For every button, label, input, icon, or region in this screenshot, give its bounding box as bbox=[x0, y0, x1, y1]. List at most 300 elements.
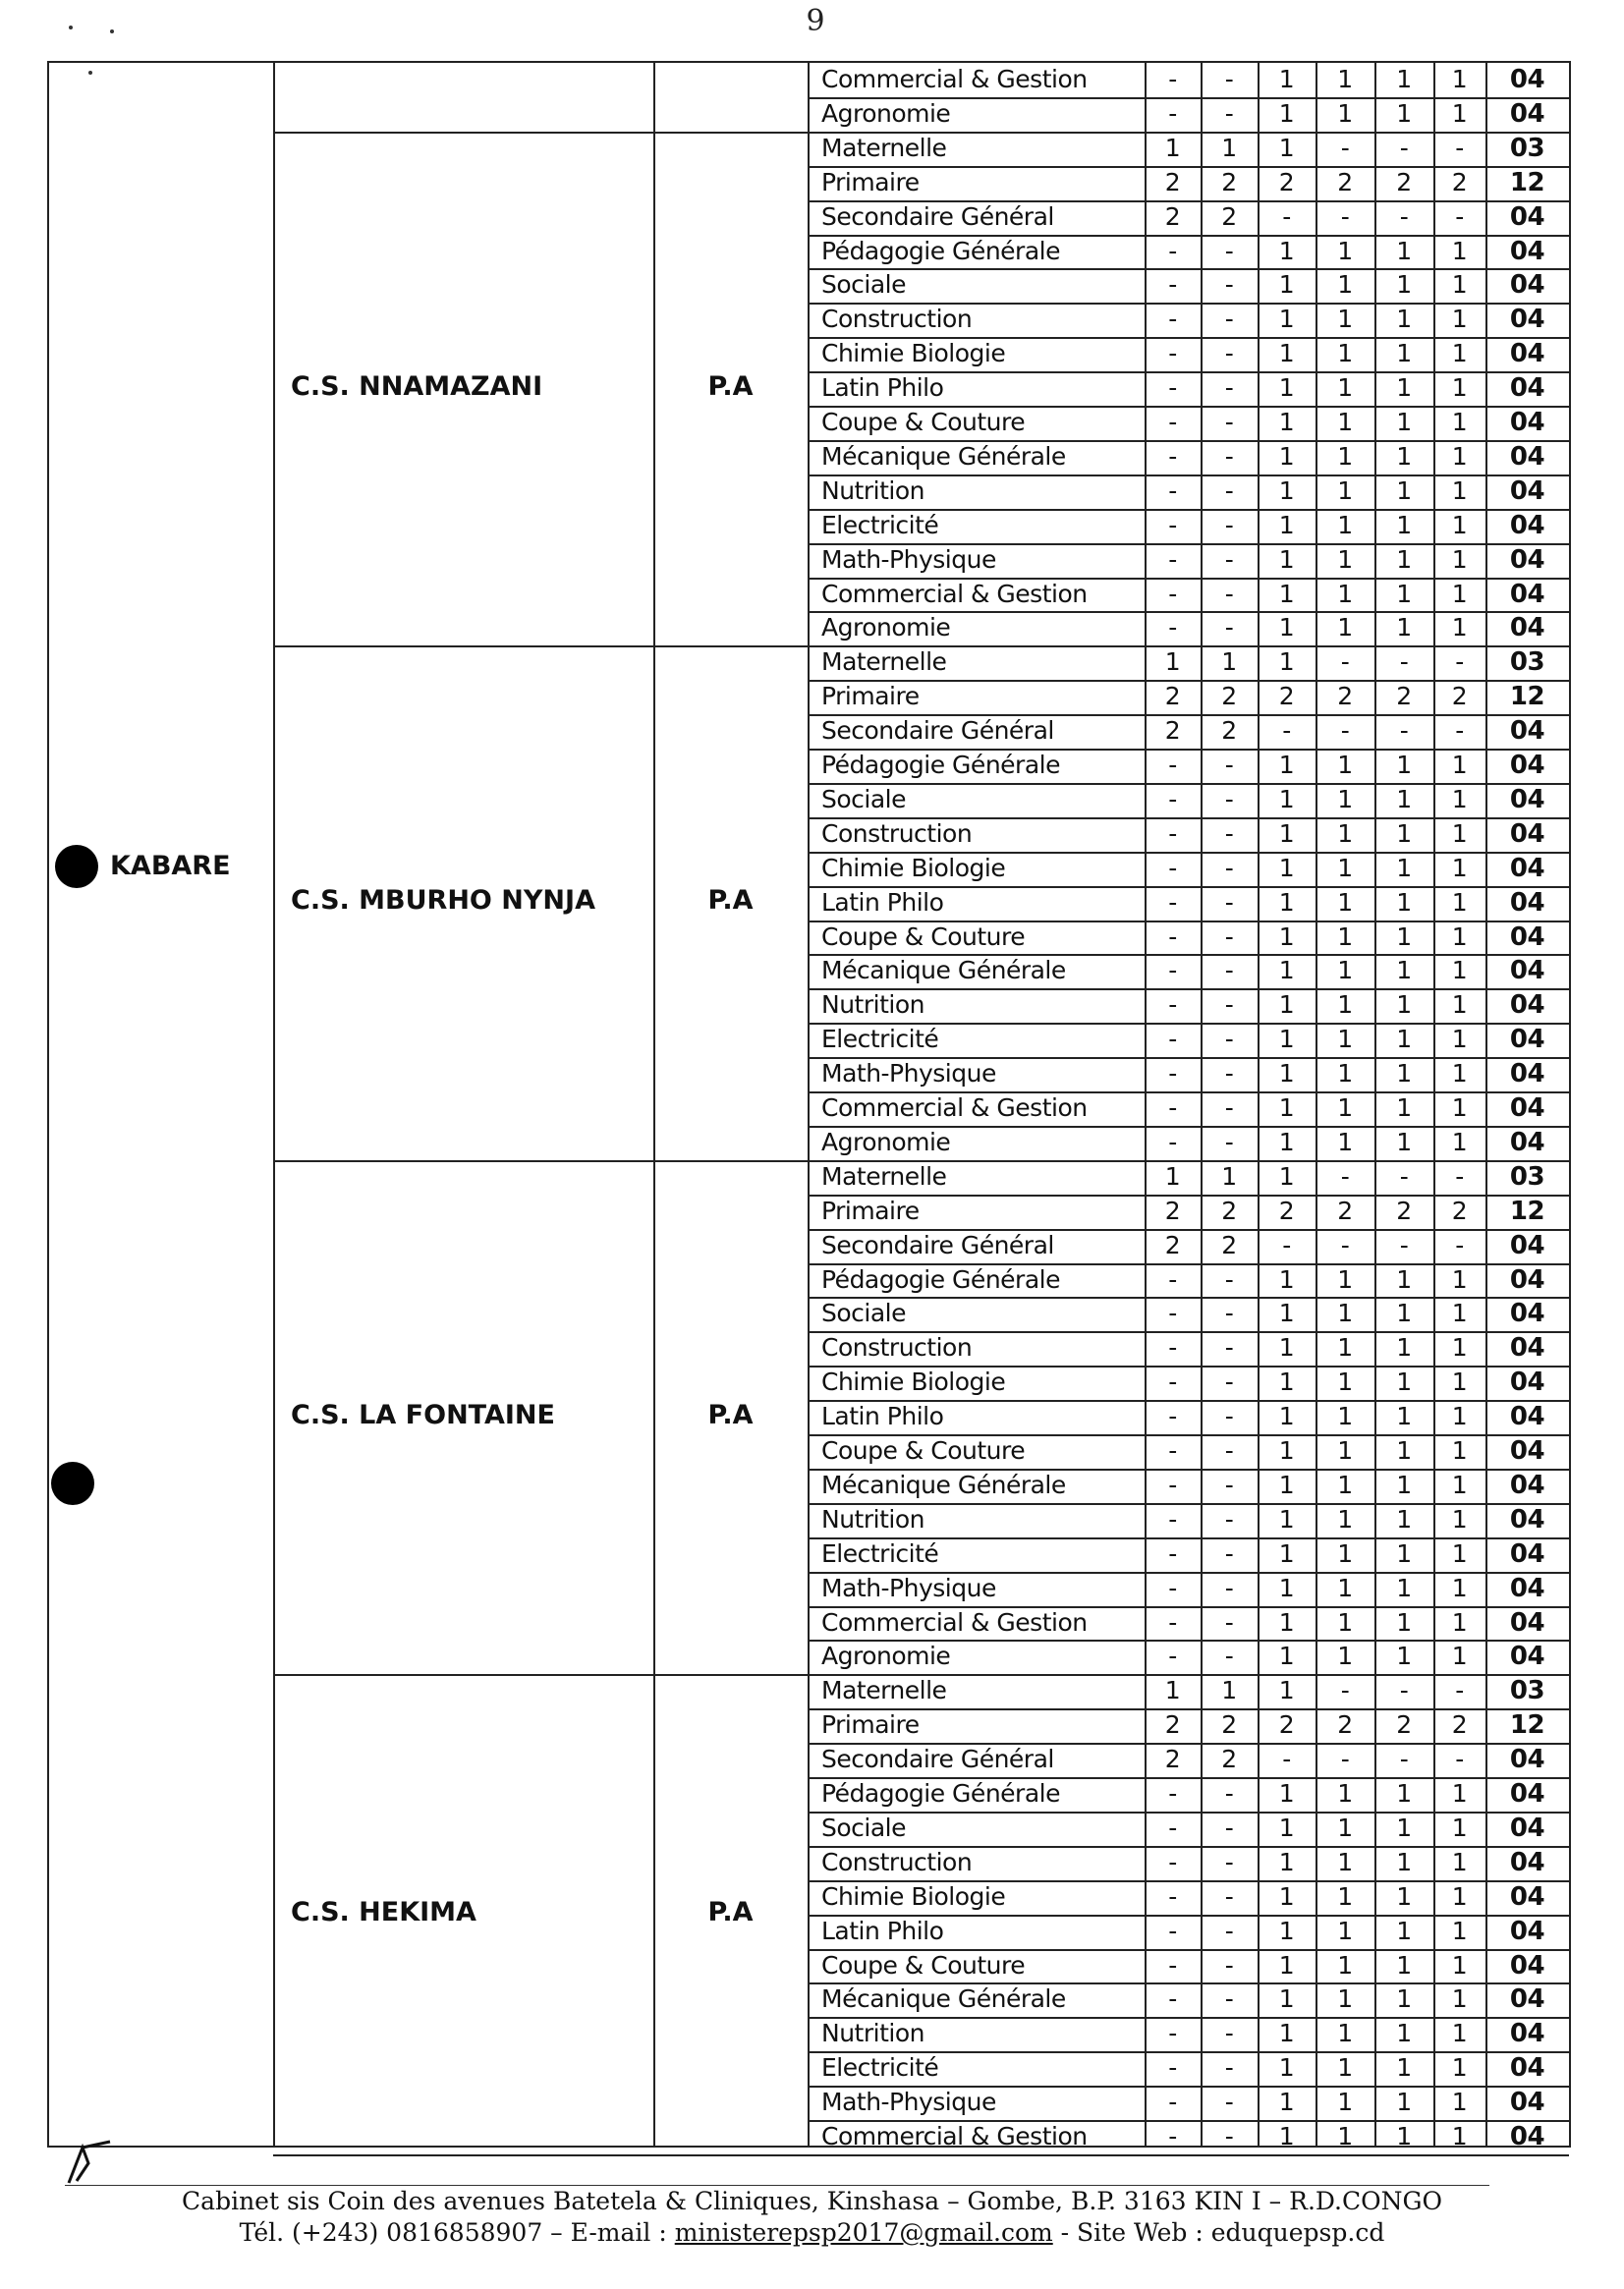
grade-count-cell: 1 bbox=[1396, 1402, 1412, 1431]
grade-count-cell: 2 bbox=[1396, 1710, 1412, 1740]
option-label: Construction bbox=[821, 305, 973, 334]
grade-count-cell: 1 bbox=[1396, 1984, 1412, 2014]
grade-count-cell: - bbox=[1399, 1745, 1409, 1774]
grade-count-cell: 1 bbox=[1451, 339, 1468, 368]
grade-count-cell: 1 bbox=[1451, 1093, 1468, 1122]
grade-count-cell: 1 bbox=[1337, 1881, 1353, 1911]
grade-count-cell: 1 bbox=[1451, 1813, 1468, 1842]
grade-count-cell: 1 bbox=[1337, 441, 1353, 471]
grade-count-cell: 1 bbox=[1396, 544, 1412, 574]
grade-count-cell: 1 bbox=[1337, 1538, 1353, 1568]
option-label: Chimie Biologie bbox=[821, 853, 1006, 882]
grade-count-cell: - bbox=[1224, 1779, 1234, 1808]
grade-count-cell: 1 bbox=[1278, 1676, 1295, 1705]
option-label: Chimie Biologie bbox=[821, 339, 1006, 368]
grade-count-cell: 2 bbox=[1451, 1710, 1468, 1740]
grade-count-cell: - bbox=[1224, 990, 1234, 1020]
grade-count-cell: - bbox=[1224, 1813, 1234, 1842]
grade-count-cell: 1 bbox=[1396, 305, 1412, 334]
row-total-cell: 04 bbox=[1509, 1402, 1545, 1432]
school-name: C.S. MBURHO NYNJA bbox=[291, 885, 595, 917]
grade-count-cell: 1 bbox=[1396, 1025, 1412, 1054]
row-total-cell: 04 bbox=[1509, 305, 1545, 335]
grade-count-cell: 1 bbox=[1396, 441, 1412, 471]
grade-count-cell: 1 bbox=[1396, 1642, 1412, 1671]
grade-count-cell: 1 bbox=[1396, 1127, 1412, 1156]
grade-count-cell: 1 bbox=[1396, 1538, 1412, 1568]
option-label: Electricité bbox=[821, 1025, 939, 1054]
grade-count-cell: 1 bbox=[1451, 1368, 1468, 1397]
grade-count-cell: 1 bbox=[1337, 1847, 1353, 1876]
grade-count-cell: 1 bbox=[1451, 990, 1468, 1020]
grade-count-cell: - bbox=[1224, 2122, 1234, 2150]
grade-count-cell: 1 bbox=[1451, 1538, 1468, 1568]
grade-count-cell: - bbox=[1399, 1230, 1409, 1259]
row-total-cell: 04 bbox=[1509, 475, 1545, 506]
grade-count-cell: - bbox=[1224, 818, 1234, 848]
grade-count-cell: - bbox=[1340, 201, 1350, 231]
grade-count-cell: 1 bbox=[1396, 853, 1412, 882]
row-total-cell: 04 bbox=[1509, 1642, 1545, 1672]
grade-count-cell: 1 bbox=[1278, 921, 1295, 951]
grade-count-cell: 1 bbox=[1396, 1573, 1412, 1602]
grade-count-cell: - bbox=[1168, 1607, 1177, 1637]
option-label: Primaire bbox=[821, 167, 920, 196]
option-label: Maternelle bbox=[821, 133, 947, 162]
row-total-cell: 04 bbox=[1509, 1745, 1545, 1775]
grade-count-cell: 1 bbox=[1278, 647, 1295, 677]
grade-count-cell: 1 bbox=[1337, 1059, 1353, 1089]
grade-count-cell: 1 bbox=[1396, 921, 1412, 951]
grade-count-cell: 1 bbox=[1278, 1402, 1295, 1431]
grade-count-cell: - bbox=[1168, 818, 1177, 848]
grade-count-cell: 2 bbox=[1278, 682, 1295, 711]
grade-count-cell: - bbox=[1455, 133, 1464, 162]
grade-count-cell: - bbox=[1224, 408, 1234, 436]
grade-count-cell: - bbox=[1168, 2019, 1177, 2048]
school-type: P.A bbox=[707, 1399, 754, 1430]
grade-count-cell: - bbox=[1282, 1230, 1291, 1259]
school-type: P.A bbox=[707, 885, 754, 917]
option-label: Agronomie bbox=[821, 1642, 951, 1671]
grade-count-cell: 1 bbox=[1278, 236, 1295, 265]
option-label: Secondaire Général bbox=[821, 201, 1054, 231]
option-label: Maternelle bbox=[821, 647, 947, 677]
grade-count-cell: 1 bbox=[1451, 784, 1468, 813]
grade-count-cell: - bbox=[1224, 2088, 1234, 2117]
row-total-cell: 12 bbox=[1509, 1710, 1545, 1741]
grade-count-cell: 1 bbox=[1278, 1059, 1295, 1089]
grade-count-cell: 1 bbox=[1278, 1161, 1295, 1191]
grade-count-cell: 1 bbox=[1451, 921, 1468, 951]
grade-count-cell: - bbox=[1224, 1607, 1234, 1637]
grade-count-cell: 1 bbox=[1337, 544, 1353, 574]
row-total-cell: 04 bbox=[1509, 1059, 1545, 1089]
grade-count-cell: 1 bbox=[1451, 751, 1468, 779]
grade-count-cell: 1 bbox=[1396, 1436, 1412, 1465]
row-total-cell: 04 bbox=[1509, 784, 1545, 814]
grade-count-cell: 1 bbox=[1278, 65, 1295, 93]
grade-count-cell: - bbox=[1224, 1299, 1234, 1328]
grade-count-cell: 1 bbox=[1337, 65, 1353, 93]
grade-count-cell: 1 bbox=[1451, 236, 1468, 265]
row-total-cell: 04 bbox=[1509, 1607, 1545, 1638]
school-name: C.S. LA FONTAINE bbox=[291, 1399, 555, 1430]
grade-count-cell: - bbox=[1168, 1470, 1177, 1499]
grade-count-cell: - bbox=[1168, 1059, 1177, 1089]
signature-mark bbox=[63, 2138, 122, 2187]
grade-count-cell: 1 bbox=[1337, 1093, 1353, 1122]
grade-count-cell: - bbox=[1224, 1573, 1234, 1602]
grade-count-cell: - bbox=[1224, 751, 1234, 779]
grade-count-cell: 1 bbox=[1278, 751, 1295, 779]
grade-count-cell: - bbox=[1340, 133, 1350, 162]
grade-count-cell: 1 bbox=[1278, 2088, 1295, 2117]
option-label: Commercial & Gestion bbox=[821, 579, 1088, 608]
grade-count-cell: - bbox=[1224, 270, 1234, 300]
grade-count-cell: 2 bbox=[1164, 201, 1181, 231]
grade-count-cell: 2 bbox=[1278, 167, 1295, 196]
grade-count-cell: - bbox=[1168, 613, 1177, 642]
option-label: Agronomie bbox=[821, 98, 951, 128]
row-total-cell: 04 bbox=[1509, 373, 1545, 404]
row-total-cell: 04 bbox=[1509, 990, 1545, 1021]
grade-count-cell: 1 bbox=[1337, 818, 1353, 848]
grade-count-cell: 1 bbox=[1278, 1127, 1295, 1156]
grade-count-cell: 1 bbox=[1451, 1504, 1468, 1534]
grade-count-cell: 1 bbox=[1278, 613, 1295, 642]
row-total-cell: 04 bbox=[1509, 1230, 1545, 1260]
grade-count-cell: 1 bbox=[1337, 2122, 1353, 2150]
option-label: Primaire bbox=[821, 682, 920, 711]
row-total-cell: 04 bbox=[1509, 236, 1545, 266]
grade-count-cell: - bbox=[1399, 201, 1409, 231]
grade-count-cell: 1 bbox=[1337, 921, 1353, 951]
row-total-cell: 04 bbox=[1509, 1573, 1545, 1603]
option-label: Construction bbox=[821, 1847, 973, 1876]
grade-count-cell: - bbox=[1168, 475, 1177, 505]
option-label: Coupe & Couture bbox=[821, 1950, 1026, 1980]
grade-count-cell: 1 bbox=[1396, 1368, 1412, 1397]
grade-count-cell: 2 bbox=[1221, 716, 1237, 746]
scan-speck bbox=[69, 26, 73, 29]
row-divider bbox=[273, 1674, 808, 1676]
grade-count-cell: 1 bbox=[1278, 579, 1295, 608]
grade-count-cell: - bbox=[1168, 1333, 1177, 1363]
grade-count-cell: 1 bbox=[1396, 1504, 1412, 1534]
grade-count-cell: 1 bbox=[1396, 613, 1412, 642]
row-total-cell: 04 bbox=[1509, 408, 1545, 437]
grade-count-cell: 2 bbox=[1221, 1710, 1237, 1740]
grade-count-cell: - bbox=[1455, 1745, 1464, 1774]
option-label: Latin Philo bbox=[821, 1916, 944, 1945]
grade-count-cell: 1 bbox=[1337, 956, 1353, 985]
row-total-cell: 04 bbox=[1509, 65, 1545, 94]
grade-count-cell: 1 bbox=[1396, 1916, 1412, 1945]
grade-count-cell: 1 bbox=[1337, 408, 1353, 436]
grade-count-cell: - bbox=[1224, 2053, 1234, 2083]
grade-count-cell: 1 bbox=[1337, 613, 1353, 642]
row-total-cell: 04 bbox=[1509, 1093, 1545, 1123]
grade-count-cell: - bbox=[1224, 2019, 1234, 2048]
row-total-cell: 04 bbox=[1509, 201, 1545, 232]
grade-count-cell: 1 bbox=[1396, 1093, 1412, 1122]
option-label: Electricité bbox=[821, 510, 939, 539]
grade-count-cell: - bbox=[1168, 751, 1177, 779]
footer-phone: Tél. (+243) 0816858907 – E-mail : bbox=[239, 2218, 675, 2247]
option-label: Secondaire Général bbox=[821, 1230, 1054, 1259]
column-divider bbox=[808, 61, 810, 2148]
grade-count-cell: - bbox=[1224, 65, 1234, 93]
grade-count-cell: - bbox=[1224, 475, 1234, 505]
option-label: Electricité bbox=[821, 2053, 939, 2083]
grade-count-cell: 1 bbox=[1451, 544, 1468, 574]
grade-count-cell: 1 bbox=[1451, 373, 1468, 403]
option-label: Chimie Biologie bbox=[821, 1368, 1006, 1397]
grade-count-cell: 2 bbox=[1221, 1196, 1237, 1225]
grade-count-cell: - bbox=[1168, 510, 1177, 539]
row-divider bbox=[808, 2154, 1569, 2156]
grade-count-cell: 1 bbox=[1278, 1847, 1295, 1876]
grade-count-cell: 1 bbox=[1337, 784, 1353, 813]
row-total-cell: 04 bbox=[1509, 510, 1545, 540]
grade-count-cell: 1 bbox=[1278, 956, 1295, 985]
grade-count-cell: - bbox=[1455, 647, 1464, 677]
grade-count-cell: 1 bbox=[1337, 1127, 1353, 1156]
grade-count-cell: - bbox=[1168, 441, 1177, 471]
grade-count-cell: 1 bbox=[1451, 1881, 1468, 1911]
grade-count-cell: 1 bbox=[1278, 133, 1295, 162]
grade-count-cell: - bbox=[1455, 1161, 1464, 1191]
grade-count-cell: 1 bbox=[1396, 1470, 1412, 1499]
row-total-cell: 03 bbox=[1509, 1161, 1545, 1192]
grade-count-cell: 1 bbox=[1451, 1984, 1468, 2014]
grade-count-cell: 1 bbox=[1337, 1607, 1353, 1637]
option-label: Pédagogie Générale bbox=[821, 1264, 1060, 1294]
grade-count-cell: 1 bbox=[1396, 1299, 1412, 1328]
option-label: Agronomie bbox=[821, 1127, 951, 1156]
grade-count-cell: - bbox=[1168, 1916, 1177, 1945]
grade-count-cell: - bbox=[1224, 1436, 1234, 1465]
option-label: Primaire bbox=[821, 1196, 920, 1225]
grade-count-cell: - bbox=[1168, 1264, 1177, 1294]
row-total-cell: 04 bbox=[1509, 1779, 1545, 1809]
grade-count-cell: - bbox=[1168, 305, 1177, 334]
grade-count-cell: 1 bbox=[1451, 408, 1468, 436]
grade-count-cell: - bbox=[1224, 544, 1234, 574]
grade-count-cell: - bbox=[1168, 1642, 1177, 1671]
grade-count-cell: 1 bbox=[1278, 2053, 1295, 2083]
option-label: Sociale bbox=[821, 1813, 907, 1842]
grade-count-cell: 1 bbox=[1451, 1059, 1468, 1089]
row-total-cell: 04 bbox=[1509, 1299, 1545, 1329]
option-label: Commercial & Gestion bbox=[821, 1093, 1088, 1122]
row-total-cell: 03 bbox=[1509, 133, 1545, 163]
grade-count-cell: - bbox=[1224, 887, 1234, 917]
option-label: Pédagogie Générale bbox=[821, 236, 1060, 265]
option-label: Mécanique Générale bbox=[821, 1470, 1066, 1499]
grade-count-cell: 1 bbox=[1337, 1436, 1353, 1465]
grade-count-cell: 1 bbox=[1278, 1299, 1295, 1328]
grade-count-cell: - bbox=[1168, 853, 1177, 882]
grade-count-cell: 2 bbox=[1337, 1196, 1353, 1225]
row-total-cell: 04 bbox=[1509, 270, 1545, 301]
row-total-cell: 04 bbox=[1509, 1470, 1545, 1500]
grade-count-cell: - bbox=[1455, 1676, 1464, 1705]
grade-count-cell: 1 bbox=[1451, 1607, 1468, 1637]
punch-hole-icon bbox=[51, 1462, 94, 1505]
grade-count-cell: - bbox=[1168, 956, 1177, 985]
grade-count-cell: - bbox=[1224, 1093, 1234, 1122]
option-label: Construction bbox=[821, 818, 973, 848]
grade-count-cell: 1 bbox=[1337, 2053, 1353, 2083]
option-label: Agronomie bbox=[821, 613, 951, 642]
grade-count-cell: 1 bbox=[1278, 1984, 1295, 2014]
grade-count-cell: 1 bbox=[1396, 408, 1412, 436]
grade-count-cell: - bbox=[1224, 1025, 1234, 1054]
grade-count-cell: 1 bbox=[1451, 1916, 1468, 1945]
grade-count-cell: - bbox=[1168, 1504, 1177, 1534]
grade-count-cell: 1 bbox=[1278, 2122, 1295, 2150]
grade-count-cell: - bbox=[1168, 98, 1177, 128]
grade-count-cell: 1 bbox=[1337, 751, 1353, 779]
option-label: Latin Philo bbox=[821, 887, 944, 917]
grade-count-cell: - bbox=[1168, 1093, 1177, 1122]
grade-count-cell: 1 bbox=[1278, 98, 1295, 128]
row-total-cell: 04 bbox=[1509, 613, 1545, 643]
grade-count-cell: - bbox=[1282, 1745, 1291, 1774]
option-label: Coupe & Couture bbox=[821, 1436, 1026, 1465]
grade-count-cell: 2 bbox=[1451, 1196, 1468, 1225]
grade-count-cell: - bbox=[1224, 1847, 1234, 1876]
grade-count-cell: 1 bbox=[1451, 1470, 1468, 1499]
grade-count-cell: - bbox=[1224, 236, 1234, 265]
grade-count-cell: - bbox=[1168, 339, 1177, 368]
grade-count-cell: 1 bbox=[1451, 2053, 1468, 2083]
grade-count-cell: - bbox=[1168, 2053, 1177, 2083]
grade-count-cell: 2 bbox=[1164, 1710, 1181, 1740]
grade-count-cell: 1 bbox=[1164, 1161, 1181, 1191]
row-total-cell: 04 bbox=[1509, 1813, 1545, 1843]
grade-count-cell: 2 bbox=[1221, 682, 1237, 711]
option-label: Math-Physique bbox=[821, 1059, 996, 1089]
grade-count-cell: 1 bbox=[1337, 1642, 1353, 1671]
grade-count-cell: 1 bbox=[1164, 647, 1181, 677]
footer-divider bbox=[65, 2185, 1489, 2186]
grade-count-cell: 1 bbox=[1278, 1436, 1295, 1465]
grade-count-cell: 1 bbox=[1396, 1607, 1412, 1637]
row-total-cell: 04 bbox=[1509, 1436, 1545, 1466]
grade-count-cell: 2 bbox=[1164, 682, 1181, 711]
grade-count-cell: 2 bbox=[1164, 1745, 1181, 1774]
grade-count-cell: 1 bbox=[1278, 1573, 1295, 1602]
row-total-cell: 04 bbox=[1509, 921, 1545, 952]
grade-count-cell: 1 bbox=[1278, 818, 1295, 848]
option-label: Maternelle bbox=[821, 1161, 947, 1191]
grade-count-cell: 1 bbox=[1451, 1264, 1468, 1294]
footer-email[interactable]: ministerepsp2017@gmail.com bbox=[674, 2218, 1053, 2247]
grade-count-cell: 2 bbox=[1164, 1230, 1181, 1259]
grade-count-cell: - bbox=[1399, 133, 1409, 162]
school-type: P.A bbox=[707, 370, 754, 402]
grade-count-cell: 1 bbox=[1337, 475, 1353, 505]
row-total-cell: 04 bbox=[1509, 2019, 1545, 2049]
grade-count-cell: - bbox=[1340, 1745, 1350, 1774]
grade-count-cell: 1 bbox=[1451, 1299, 1468, 1328]
row-total-cell: 04 bbox=[1509, 1984, 1545, 2015]
grade-count-cell: 1 bbox=[1451, 1436, 1468, 1465]
grade-count-cell: - bbox=[1168, 1402, 1177, 1431]
grade-count-cell: 1 bbox=[1337, 373, 1353, 403]
grade-count-cell: - bbox=[1282, 201, 1291, 231]
grade-count-cell: 2 bbox=[1221, 1230, 1237, 1259]
grade-count-cell: 1 bbox=[1451, 1402, 1468, 1431]
grade-count-cell: 2 bbox=[1396, 682, 1412, 711]
grade-count-cell: - bbox=[1168, 1813, 1177, 1842]
grade-count-cell: 1 bbox=[1278, 1093, 1295, 1122]
grade-count-cell: - bbox=[1224, 305, 1234, 334]
grade-count-cell: 1 bbox=[1221, 647, 1237, 677]
grade-count-cell: 2 bbox=[1337, 167, 1353, 196]
row-total-cell: 04 bbox=[1509, 716, 1545, 747]
grade-count-cell: 1 bbox=[1396, 579, 1412, 608]
option-label: Primaire bbox=[821, 1710, 920, 1740]
footer-address: Cabinet sis Coin des avenues Batetela & Cliniques, Kinshasa – Gombe, B.P. 3163 KIN I – R.D.CONGO bbox=[182, 2187, 1442, 2215]
grade-count-cell: - bbox=[1224, 1127, 1234, 1156]
grade-count-cell: 1 bbox=[1337, 2088, 1353, 2117]
grade-count-cell: 1 bbox=[1278, 1264, 1295, 1294]
grade-count-cell: - bbox=[1224, 613, 1234, 642]
grade-count-cell: 1 bbox=[1278, 373, 1295, 403]
grade-count-cell: 2 bbox=[1221, 201, 1237, 231]
grade-count-cell: 1 bbox=[1451, 2088, 1468, 2117]
grade-count-cell: 1 bbox=[1451, 1950, 1468, 1980]
grade-count-cell: - bbox=[1224, 1264, 1234, 1294]
grade-count-cell: - bbox=[1224, 1984, 1234, 2014]
grade-count-cell: 1 bbox=[1337, 1813, 1353, 1842]
grade-count-cell: - bbox=[1168, 1299, 1177, 1328]
option-label: Commercial & Gestion bbox=[821, 2122, 1088, 2150]
grade-count-cell: 2 bbox=[1451, 167, 1468, 196]
grade-count-cell: 1 bbox=[1221, 1161, 1237, 1191]
grade-count-cell: - bbox=[1224, 1950, 1234, 1980]
grade-count-cell: - bbox=[1224, 1538, 1234, 1568]
row-total-cell: 03 bbox=[1509, 1676, 1545, 1706]
grade-count-cell: 1 bbox=[1451, 2122, 1468, 2150]
grade-count-cell: 1 bbox=[1337, 1573, 1353, 1602]
grade-count-cell: 1 bbox=[1337, 1333, 1353, 1363]
grade-count-cell: 1 bbox=[1396, 1333, 1412, 1363]
grade-count-cell: - bbox=[1168, 544, 1177, 574]
grade-count-cell: 1 bbox=[1451, 1333, 1468, 1363]
grade-count-cell: - bbox=[1168, 1573, 1177, 1602]
grade-count-cell: - bbox=[1168, 1779, 1177, 1808]
grade-count-cell: - bbox=[1168, 921, 1177, 951]
grade-count-cell: 1 bbox=[1278, 784, 1295, 813]
grade-count-cell: 1 bbox=[1278, 853, 1295, 882]
grade-count-cell: - bbox=[1224, 956, 1234, 985]
grade-count-cell: 2 bbox=[1164, 716, 1181, 746]
row-total-cell: 04 bbox=[1509, 2053, 1545, 2084]
row-total-cell: 12 bbox=[1509, 167, 1545, 197]
grade-count-cell: - bbox=[1168, 784, 1177, 813]
grade-count-cell: - bbox=[1340, 1161, 1350, 1191]
grade-count-cell: - bbox=[1455, 1230, 1464, 1259]
grade-count-cell: 1 bbox=[1451, 1847, 1468, 1876]
grade-count-cell: 1 bbox=[1451, 305, 1468, 334]
grade-count-cell: 1 bbox=[1337, 1950, 1353, 1980]
row-total-cell: 04 bbox=[1509, 579, 1545, 609]
